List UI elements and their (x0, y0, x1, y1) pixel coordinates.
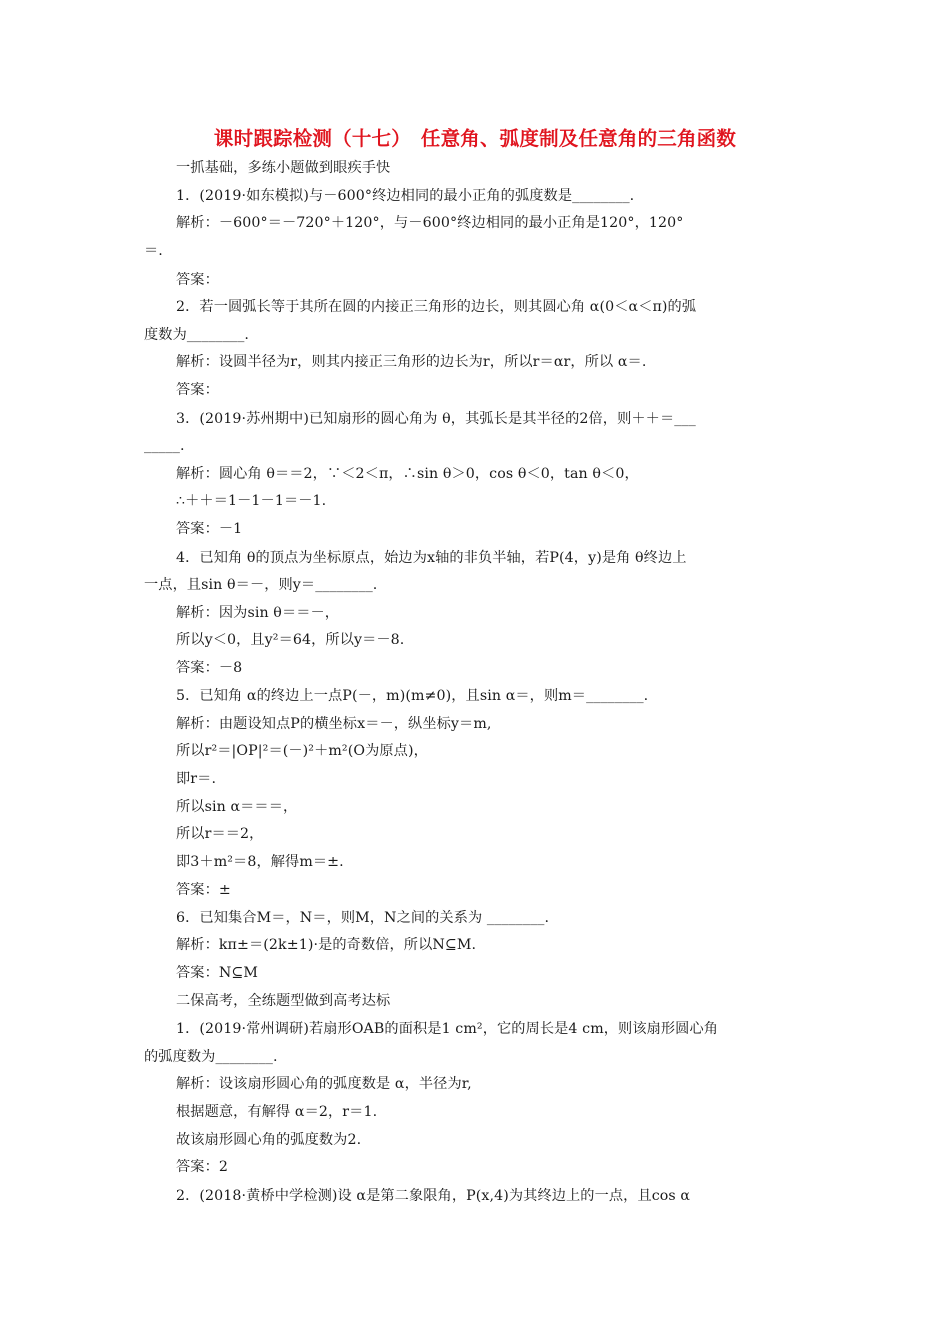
solution-line: 解析：由题设知点P的横坐标x＝－，纵坐标y＝m, (176, 716, 492, 732)
answer-line: 答案：± (176, 882, 231, 898)
answer-line: 答案：N⊆M (176, 965, 258, 981)
answer-line: 答案：2 (176, 1159, 228, 1175)
question-line: 3．(2019·苏州期中)已知扇形的圆心角为 θ，其弧长是其半径的2倍，则＋＋＝___ (176, 411, 696, 427)
question-line: 度数为________. (144, 327, 250, 343)
solution-line: 所以y＜0，且y²＝64，所以y＝－8. (176, 632, 405, 648)
solution-line: ∴＋＋＝1－1－1＝－1. (176, 493, 327, 509)
answer-line: 答案：－8 (176, 660, 243, 676)
solution-line: 即r＝. (176, 771, 217, 787)
solution-line: 所以r²＝|OP|²＝(－)²＋m²(O为原点)， (176, 743, 428, 759)
solution-line: 解析：设圆半径为r，则其内接正三角形的边长为r，所以r＝αr，所以 α＝. (176, 354, 647, 370)
section-heading: 二保高考，全练题型做到高考达标 (176, 993, 391, 1009)
answer-line: 答案： (176, 382, 219, 398)
solution-line: 根据题意，有解得 α＝2，r＝1. (176, 1104, 378, 1120)
question-line: 1．(2019·常州调研)若扇形OAB的面积是1 cm²，它的周长是4 cm，则该扇形圆心角 (176, 1021, 719, 1037)
answer-line: 答案：－1 (176, 521, 243, 537)
solution-line: 即3＋m²＝8，解得m＝±. (176, 854, 344, 870)
question-line: 6．已知集合M＝，N＝，则M，N之间的关系为 ________. (176, 910, 550, 926)
document-title: 课时跟踪检测（十七） 任意角、弧度制及任意角的三角函数 (213, 127, 737, 150)
answer-line: 答案： (176, 272, 219, 288)
solution-line: 所以r＝＝2， (176, 826, 264, 842)
question-line: 4．已知角 θ的顶点为坐标原点，始边为x轴的非负半轴，若P(4，y)是角 θ终边上 (176, 550, 687, 566)
question-line: 的弧度数为________. (144, 1049, 278, 1065)
solution-line: 解析：因为sin θ＝＝－， (176, 605, 340, 621)
solution-line: 解析：设该扇形圆心角的弧度数是 α，半径为r, (176, 1076, 472, 1092)
question-line: 1．(2019·如东模拟)与－600°终边相同的最小正角的弧度数是________. (176, 188, 635, 204)
question-line: 2．(2018·黄桥中学检测)设 α是第二象限角，P(x,4)为其终边上的一点，且cos α (176, 1188, 691, 1204)
solution-line: 故该扇形圆心角的弧度数为2. (176, 1132, 362, 1148)
question-line: 2．若一圆弧长等于其所在圆的内接正三角形的边长，则其圆心角 α(0＜α＜π)的弧 (176, 299, 697, 315)
solution-line: ＝. (144, 243, 163, 259)
question-line: 一点，且sin θ＝－，则y＝________. (144, 577, 378, 593)
question-line: 5．已知角 α的终边上一点P(－，m)(m≠0)，且sin α＝，则m＝________. (176, 688, 649, 704)
solution-line: 所以sin α＝＝＝， (176, 799, 298, 815)
solution-line: 解析：kπ±＝(2k±1)·是的奇数倍，所以N⊆M. (176, 937, 477, 953)
solution-line: 解析：圆心角 θ＝＝2，∵＜2＜π，∴sin θ＞0，cos θ＜0，tan θ＜0， (176, 466, 639, 482)
section-heading: 一抓基础，多练小题做到眼疾手快 (176, 160, 391, 176)
solution-line: 解析：－600°＝－720°＋120°，与－600°终边相同的最小正角是120°，120° (176, 215, 684, 231)
question-line: _____. (144, 438, 185, 454)
